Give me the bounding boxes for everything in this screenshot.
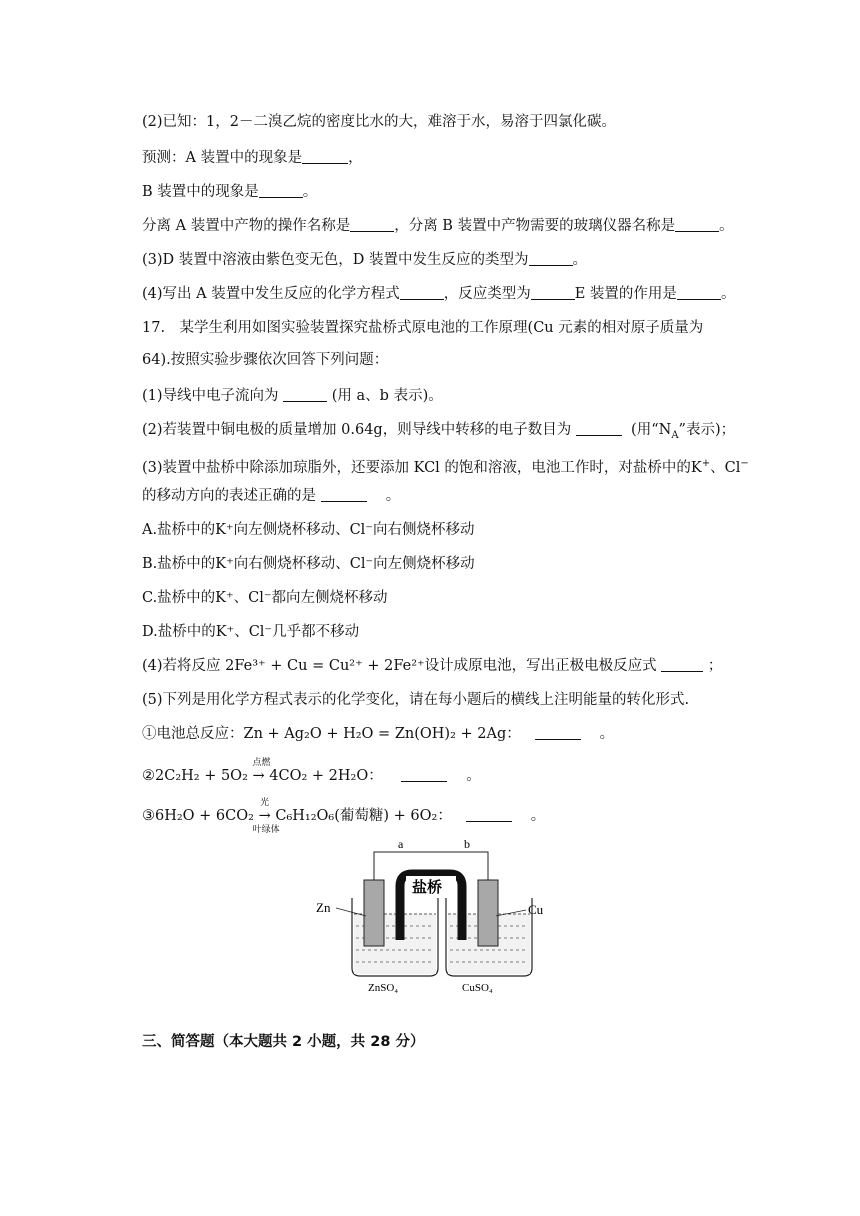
answer-blank[interactable] bbox=[283, 387, 327, 402]
answer-blank[interactable] bbox=[576, 421, 622, 436]
part-4: (4)若将反应 2Fe³⁺ + Cu = Cu²⁺ + 2Fe²⁺设计成原电池，写出正极电极反应式 ； bbox=[142, 658, 723, 674]
part-3-cont: 的移动方向的表述正确的是 。 bbox=[142, 488, 401, 504]
answer-blank[interactable] bbox=[302, 149, 348, 164]
answer-blank[interactable] bbox=[466, 807, 512, 822]
option-a[interactable]: A.盐桥中的K⁺向左侧烧杯移动、Cl⁻向右侧烧杯移动 bbox=[142, 522, 475, 538]
part-2: (2)若装置中铜电极的质量增加 0.64g，则导线中转移的电子数目为 (用“$N_A$”表示)； bbox=[142, 422, 736, 441]
option-b[interactable]: B.盐桥中的K⁺向右侧烧杯移动、Cl⁻向左侧烧杯移动 bbox=[142, 556, 475, 572]
wire-label-a: a bbox=[398, 837, 404, 851]
cuso4-label: CuSO₄ bbox=[462, 982, 493, 994]
answer-blank[interactable] bbox=[675, 217, 719, 232]
line-separation: 分离 A 装置中产物的操作名称是 ，分离 B 装置中产物需要的玻璃仪器名称是 。 bbox=[142, 218, 734, 234]
answer-blank[interactable] bbox=[400, 285, 444, 300]
answer-blank[interactable] bbox=[350, 217, 394, 232]
part-3: (3)装置中盐桥中除添加琼脂外，还要添加 KCl 的饱和溶液，电池工作时，对盐桥中的K+、Cl− bbox=[142, 458, 749, 476]
part-5: (5)下列是用化学方程式表示的化学变化，请在每小题后的横线上注明能量的转化形式. bbox=[142, 692, 690, 708]
line-predict-b: B 装置中的现象是 。 bbox=[142, 184, 318, 200]
answer-blank[interactable] bbox=[259, 183, 303, 198]
reaction-3: ③6H₂O + 6CO₂ 光 → 叶绿体 C₆H₁₂O₆(葡萄糖) + 6O₂： 。 bbox=[142, 798, 546, 835]
answer-blank[interactable] bbox=[321, 487, 367, 502]
cu-electrode bbox=[478, 880, 498, 946]
znso4-label: ZnSO₄ bbox=[368, 982, 399, 994]
answer-blank[interactable] bbox=[535, 725, 581, 740]
line-d-apparatus: (3)D 装置中溶液由紫色变无色，D 装置中发生反应的类型为 。 bbox=[142, 252, 588, 268]
salt-bridge-cell-diagram bbox=[312, 836, 552, 996]
wire-label-b: b bbox=[464, 837, 470, 851]
answer-blank[interactable] bbox=[661, 657, 703, 672]
option-c[interactable]: C.盐桥中的K⁺、Cl⁻都向左侧烧杯移动 bbox=[142, 590, 388, 606]
question-17-stem: 17. 某学生利用如图实验装置探究盐桥式原电池的工作原理(Cu 元素的相对原子质量为 bbox=[142, 320, 704, 336]
line-known: (2)已知：1，2－二溴乙烷的密度比水的大，难溶于水，易溶于四氯化碳。 bbox=[142, 114, 616, 130]
part-1: (1)导线中电子流向为 (用 a、b 表示)。 bbox=[142, 388, 443, 404]
line-predict-a: 预测：A 装置中的现象是 ， bbox=[142, 150, 363, 166]
question-17-stem-cont: 64).按照实验步骤依次回答下列问题： bbox=[142, 352, 389, 368]
option-d[interactable]: D.盐桥中的K⁺、Cl⁻几乎都不移动 bbox=[142, 624, 360, 640]
salt-bridge-label: 盐桥 bbox=[412, 880, 443, 896]
answer-blank[interactable] bbox=[677, 285, 721, 300]
answer-blank[interactable] bbox=[529, 251, 573, 266]
section-3-heading: 三、简答题（本大题共 2 小题，共 28 分） bbox=[142, 1034, 425, 1050]
zn-electrode bbox=[364, 880, 384, 946]
zn-label: Zn bbox=[316, 900, 331, 915]
answer-blank[interactable] bbox=[531, 285, 575, 300]
reaction-1: ①电池总反应：Zn + Ag₂O + H₂O = Zn(OH)₂ + 2Ag： 。 bbox=[142, 726, 615, 742]
reaction-2: ②2C₂H₂ + 5O₂ 点燃 → 4CO₂ + 2H₂O： 。 bbox=[142, 758, 481, 784]
cu-label: Cu bbox=[528, 902, 544, 917]
answer-blank[interactable] bbox=[401, 767, 447, 782]
line-a-equation: (4)写出 A 装置中发生反应的化学方程式 ，反应类型为 E 装置的作用是 。 bbox=[142, 286, 736, 302]
